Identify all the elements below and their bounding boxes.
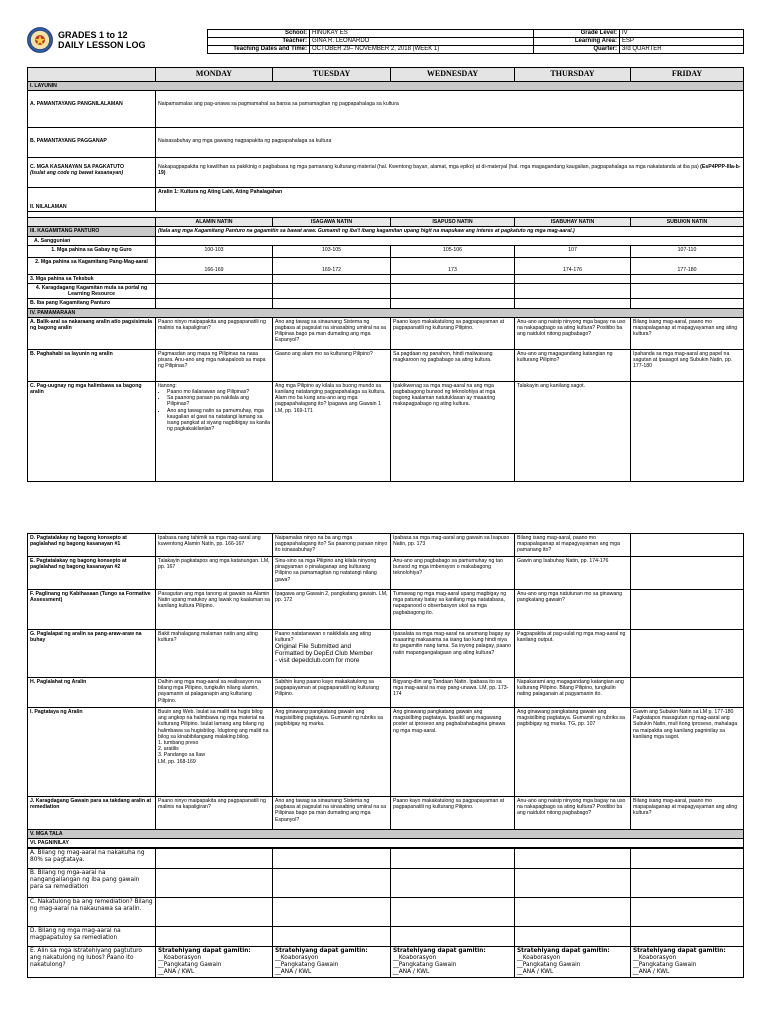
learning-area-value: ESP [620, 38, 744, 46]
karagdagang-gawain-monday: Paano ninyo maipapakita ang pagpapanatili ng malinis na kapaligiran? [156, 797, 273, 830]
row-label-teksbuk: 3. Mga pahina sa Teksbuk [28, 274, 156, 283]
pagtataya-monday-text: Buuin ang Web. Isulat sa maliit na hugis bilog ang angkop na halimbawa ng mga material na kulturang Pilipino. Isulat lamang ang bilang ng halimbawa sa hugisbilog. Idugtong ang maliit na bilog sa kinabibilangang malaking bilog. [158, 709, 269, 740]
balik-aral-monday: Paano ninyo maipapakita ang pagpapanatili ng malinis na kapaligiran? [156, 317, 273, 349]
pagtataya-monday-ref: LM, pp. 168-169 [158, 758, 196, 765]
strategy-option: __ANA / KWL [633, 969, 670, 976]
pagninilay-e-label: E. Alin sa mga istratehiyang pagtuturo ang nakatulong ng lubos? Paano ito nakatulong? [28, 947, 156, 978]
pagtataya-item-1: 1. tumbang preso [158, 740, 199, 747]
strategy-option: __Pangkatang Gawain [517, 962, 581, 969]
kasanayan-text [156, 158, 744, 188]
strategy-cell-monday [156, 947, 273, 978]
kabihasaan-wednesday: Tumawag ng mga mag-aaral upang magbigay ng mga patunay batay sa kanilang mga natatabasa, napapanood o obserbasyon ukol sa mga pagbabagong ito. [391, 590, 515, 630]
subtitle-isabuhay: ISABUHAY NATIN [515, 218, 631, 227]
strategy-option: __Koaborasyon [517, 955, 561, 962]
mag-aaral-wednesday: 173 [391, 257, 515, 274]
pagtataya-wednesday: Ang ginawang pangkatang gawain ang magsisilbing pagtataya. Ipasikil ang magawang poster at iproseso ang pagbabahabagina ginawa ng mga mag-aaral. [391, 708, 515, 797]
pagninilay-a-label: A. Bilang ng mag-aaral na nakakuha ng 80% sa pagtataya. [28, 849, 156, 869]
row-label-pamantayang-pagganap: B. PAMANTAYANG PAGGANAP [28, 128, 156, 158]
day-header-thursday: THURSDAY [515, 68, 631, 82]
pag-uugnay-monday [156, 381, 273, 481]
paghahabi-friday: Ipahanda sa mga mag-aaral ang papel na sagutan at ipasagot ang Subukin Natin, pp. 177-180 [631, 349, 744, 381]
kasanayan-code: (EsP4PPP-IIIa-b-19) [158, 164, 741, 177]
pagtataya-monday [156, 708, 273, 797]
paglalapat-friday [631, 630, 744, 678]
stamp-line-2: Formatted by DepEd Club Member [275, 650, 373, 658]
pagtataya-tuesday: Ang ginawang pangkatang gawain ang magsisilbing pagtataya. Gumamit ng rubriks sa pagbibigay ng marka. [273, 708, 391, 797]
paghahabi-monday: Pagmasdan ang mapa ng Pilipinas na nasa pisara. Anu-ano ang mga nakapaloob sa mapa ng Pilipinas? [156, 349, 273, 381]
row-label-gabay-guro: 1. Mga pahina sa Gabay ng Guro [28, 245, 156, 257]
mag-aaral-tuesday: 169-172 [273, 257, 391, 274]
pagtataya-item-3: 3. Pandango sa Ilaw [158, 752, 206, 759]
stamp-line-1: Original File Submitted and [275, 643, 351, 651]
paghahabi-thursday: Anu-ano ang magagandang katangian ng kulturang Pilipino? [515, 349, 631, 381]
document-title [58, 30, 146, 50]
day-header-tuesday: TUESDAY [273, 68, 391, 82]
row-label-pagtalakay-2: E. Pagtatalakay ng bagong konsepto at paglalahad ng bagong kasanayan #2 [28, 557, 156, 590]
paghahabi-tuesday: Gaano ang alam mo sa kulturang Pilipino? [273, 349, 391, 381]
pag-uugnay-wednesday: Ipakikwenag sa mga mag-aaral na ang mga pagbabagong bunsod ng teknolohiya at mga bagong kaalaman natutuklasan ay maaaring makapagpabago ng ating kultura. [391, 381, 515, 481]
lesson-log-page-1 [27, 67, 743, 482]
karagdagang-gawain-friday: Bilang isang mag-aaral, paano mo mapapalaganap at mapagyayaman ang ating kultura? [631, 797, 744, 830]
aralin-title: Aralin 1: Kultura ng Ating Lahi, Ating Pahalagahan [156, 188, 744, 212]
paglalapat-wednesday: Ipasalata sa mga mag-aaral na anumang bagay ay maaaring makasama sa isang tao kung hindi niya ito gagamitin nang tama. Sa inyong palagay, paano natin mapangangalagaan ang ating kultura? [391, 630, 515, 678]
balik-aral-thursday: Anu-ano ang naisip ninyong mga bagay na uso na nakapagbago sa ating kultura? Positibo ba ang naidulot nitong pagbabago? [515, 317, 631, 349]
row-label-paglalahat: H. Paglalahat ng Aralin [28, 678, 156, 708]
school-label: School: [208, 30, 310, 38]
row-label-paghahabi: B. Paghahabi sa layunin ng aralin [28, 349, 156, 381]
balik-aral-tuesday: Ano ang tawag sa sinaunang Sistema ng pagbasa at pagsulat na sinasabing umiiral na sa Pilipinas bago pa man dumating ang mga Espanyol? [273, 317, 391, 349]
sanggunian-cell [156, 236, 744, 245]
row-label-pagtalakay-1: D. Pagtatalakay ng bagong konsepto at paglalahad ng bagong kasanayan #1 [28, 534, 156, 557]
pag-uugnay-intro: Itanong: [158, 382, 177, 389]
lesson-log-page-2 [27, 533, 743, 978]
section-mga-tala: V. MGA TALA [28, 830, 744, 839]
school-value: HINUKAY ES [310, 30, 534, 38]
pagtalakay-1-wednesday: Ipabasa sa mga mag-aaral ang gawain sa Isapuso Natin, pp. 173 [391, 534, 515, 557]
paglalapat-thursday: Pagpapakita at pag-uulat ng mga mag-aaral ng kanilang output. [515, 630, 631, 678]
strategy-option: __ANA / KWL [158, 969, 195, 976]
strategy-cell-tuesday [273, 947, 391, 978]
pagninilay-d-label: D. Bilang ng mga mag-aaral na magpapatuloy sa remediation [28, 927, 156, 947]
row-label-balik-aral: A. Balik-aral sa nakaraang aralin at/o pagsisimula ng bagong aralin [28, 317, 156, 349]
paglalahat-friday [631, 678, 744, 708]
corner-cell [28, 68, 156, 82]
list-item: • Paano mo ilalarawan ang Pilipinas? [167, 389, 270, 395]
pag-uugnay-friday [631, 381, 744, 481]
strategy-cell-thursday [515, 947, 631, 978]
gabay-guro-wednesday: 105-106 [391, 245, 515, 257]
mag-aaral-monday: 166-169 [156, 257, 273, 274]
strategy-title: Stratehiyang dapat gamitin: [158, 948, 251, 955]
gabay-guro-thursday: 107 [515, 245, 631, 257]
row-label-iba-pang-kagamitan: B. Iba pang Kagamitang Panturo [28, 299, 156, 308]
pagtalakay-2-friday [631, 557, 744, 590]
day-header-friday: FRIDAY [631, 68, 744, 82]
pagtalakay-1-tuesday: Naipamalas ninyo na ba ang mga pagpapahalagang ito? Sa paanong paraan ninyo ito isinasabuhay? [273, 534, 391, 557]
karagdagang-gawain-tuesday: Ano ang tawag sa sinaunang Sistema ng pagbasa at pagsulat na sinasabing umiiral na sa Pilipinas bago pa man dumating ang mga Espanyol? [273, 797, 391, 830]
strategy-title: Stratehiyang dapat gamitin: [633, 948, 726, 955]
pag-uugnay-thursday: Talakayin ang kanilang sagot. [515, 381, 631, 481]
grade-level-value: IV [620, 30, 744, 38]
karagdagang-gawain-wednesday: Paano kayo makakatulong sa pagpapayaman at pagpapanatili ng kulturang Pilipino. [391, 797, 515, 830]
section-pamamaraan: IV. PAMAMARAAN [28, 308, 744, 317]
pagtataya-thursday: Ang ginawang pangkatang gawain ang magsisilbing pagtataya. Gumamit ng rubriks sa pagbibigay ng marka. TG, pp. 107 [515, 708, 631, 797]
pagtataya-friday: Gawin ang Subukin Natin sa LM p. 177-180 Pagkatapos masagutan ng mag-aaral ang Subukin Natin, muli itong iproseso, mahalaga na maipakita ang kanilang pagninilay sa kanilang mga sagot. [631, 708, 744, 797]
strategy-option: __Pangkatang Gawain [158, 962, 222, 969]
kasanayan-sublabel: (Isulat ang code ng bawat kasanayan) [30, 170, 124, 177]
section-nilalaman: II. NILALAMAN [28, 188, 156, 212]
strategy-title: Stratehiyang dapat gamitin: [393, 948, 486, 955]
mag-aaral-thursday: 174-176 [515, 257, 631, 274]
strategy-option: __Koaborasyon [633, 955, 677, 962]
row-label-pagtataya: I. Pagtataya ng Aralin [28, 708, 156, 797]
pag-uugnay-tuesday: Ang mga Pilipino ay kilala sa buong mundo sa kanilang natatanging pagpapahalaga sa kultura. Alam mo ba kung anu-ano ang mga pagpapahalagang ito? Ipagawa ang Gawain 1 LM, pp. 169-171 [273, 381, 391, 481]
gabay-guro-tuesday: 103-105 [273, 245, 391, 257]
row-label-kagamitang-mag-aaral: 2. Mga pahina sa Kagamitang Pang-Mag-aaral [28, 257, 156, 274]
title-line-2: DAILY LESSON LOG [58, 40, 146, 50]
strategy-option: __Koaborasyon [275, 955, 319, 962]
section-layunin: I. LAYUNIN [28, 82, 744, 91]
karagdagang-gawain-thursday: Anu-ano ang naisip ninyong mga bagay na uso na nakapagbago sa ating kultura? Positibo ba ang naidulot nitong pagbabago? [515, 797, 631, 830]
paglalahat-monday: Dalhin ang mga mag-aaral sa realisasyon na bilang mga Pilipino, tungkulin nilang alamin, payamanin at palaganapin ang kulturang Pilipino. [156, 678, 273, 708]
pagtalakay-2-tuesday: Sinu-sino sa mga Pilipino ang kilala ninyong pinagyaman o pinalaganap ang kulturang Pilipino sa pamamagitan ng natatangi nilang gawa? [273, 557, 391, 590]
section-kagamitan: III. KAGAMITANG PANTURO [28, 227, 156, 236]
paglalapat-monday: Bakit mahalagang malaman natin ang ating kultura? [156, 630, 273, 678]
paglalahat-tuesday: Sabihin kung paano kayo makakatulong sa pagpapayaman at pagpapanatili ng kulturang Pilipino. [273, 678, 391, 708]
subtitle-blank [28, 218, 156, 227]
row-label-pamantayang-pangnilalaman: A. PAMANTAYANG PANGNILALAMAN [28, 91, 156, 128]
pagninilay-b-label: B. Bilang ng mga-aaral na nangangailangan ng iba pang gawain para sa remediation [28, 869, 156, 898]
grade-level-label: Grade Level: [534, 30, 620, 38]
pagtataya-item-2: 2. aratilis [158, 746, 179, 753]
pagtalakay-2-monday: Talakayin pagkatapos ang mga katanungan. LM, pp. 167 [156, 557, 273, 590]
row-label-kabihasaan: F. Paglinang ng Kabihasaan (Tungo sa Formative Assessment) [28, 590, 156, 630]
subtitle-subukin: SUBUKIN NATIN [631, 218, 744, 227]
strategy-option: __Pangkatang Gawain [393, 962, 457, 969]
pagtalakay-1-monday: Ipabasa nang tahimik sa mga mag-aaral ang kuwentong Alamin Natin, pp. 166-167 [156, 534, 273, 557]
strategy-option: __Pangkatang Gawain [633, 962, 697, 969]
pagtalakay-2-thursday: Gawin ang Isabuhay Natin, pp. 174-176 [515, 557, 631, 590]
paglalapat-tuesday [273, 630, 391, 678]
pagtalakay-1-thursday: Bilang isang mag-aaral, paano mo mapapalaganap at mapagyayaman ang mga pamanang ito? [515, 534, 631, 557]
paglalapat-tuesday-text: Paano natatanawan o nakikilala ang ating kultura? [275, 631, 372, 644]
learning-area-label: Learning Area: [534, 38, 620, 46]
teacher-value: GINA R. LEONARDO [310, 38, 534, 46]
day-header-monday: MONDAY [156, 68, 273, 82]
balik-aral-friday: Bilang isang mag-aaral, paano mo mapapalaganap at mapagyayaman ang ating kultura? [631, 317, 744, 349]
pagninilay-c-label: C. Nakatulong ba ang remediation? Bilang ng mag-aaral na nakaunawa sa aralin. [28, 898, 156, 927]
balik-aral-wednesday: Paano kayo makakatulong sa pagpapayaman at pagpapanatili ng kulturang Pilipino. [391, 317, 515, 349]
section-pagninilay: VI. PAGNINILAY [28, 839, 744, 848]
list-item: • Sa paanong paraan pa nakilala ang Pilipinas? [167, 395, 270, 407]
strategy-option: __Koaborasyon [393, 955, 437, 962]
header-info [207, 29, 743, 54]
strategy-cell-friday [631, 947, 744, 978]
strategy-option: __ANA / KWL [393, 969, 430, 976]
gabay-guro-friday: 107-110 [631, 245, 744, 257]
gabay-guro-monday: 100-103 [156, 245, 273, 257]
dates-label: Teaching Dates and Time: [208, 46, 310, 54]
subtitle-isagawa: ISAGAWA NATIN [273, 218, 391, 227]
teacher-label: Teacher: [208, 38, 310, 46]
strategy-option: __ANA / KWL [275, 969, 312, 976]
strategy-title: Stratehiyang dapat gamitin: [275, 948, 368, 955]
list-item: • Ano ang tawag natin sa pamumuhay, mga kaugalian at gawi na natatangi lamang sa isang pangkat at siyang nagbibigay sa kanila ng pagkakakilanlan? [167, 408, 270, 433]
kasanayan-label: C. MGA KASANAYAN SA PAGKATUTO [30, 164, 125, 171]
paghahabi-wednesday: Sa pagdaan ng panahon, hindi maiiwasang magkaroon ng pagbabago sa ating kultura. [391, 349, 515, 381]
strategy-option: __Koaborasyon [158, 955, 202, 962]
kabihasaan-monday: Pasagutan ang mga tanong at gawain sa Alamin Natin upang matukoy ang lawak ng kaalaman sa kanilang kultura Pilipino. [156, 590, 273, 630]
strategy-option: __ANA / KWL [517, 969, 554, 976]
kagamitan-note: (Itala ang mga Kagamitang Panturo na gagamitin sa bawat araw. Gumamit ng iba't ibang kagamitan upang higit na mapukaw ang interes at pagkatuto ng mga mag-aaral.) [156, 227, 744, 236]
kasanayan-description: Nakapagpapakita ng kawilihan sa pakikinig o pagbabasa ng mga pamanang kulturang material (hal. Kwentong bayan, alamat, mga epiko) at di-materyal (hal. mga magagandang kaugalian, pagpapahalaga sa mga nakatatanda at iba pa) [158, 164, 699, 171]
strategy-cell-wednesday [391, 947, 515, 978]
quarter-label: Quarter: [534, 46, 620, 54]
row-label-kasanayan [28, 158, 156, 188]
subtitle-alamin: ALAMIN NATIN [156, 218, 273, 227]
row-label-karagdagang-gawain: J. Karagdagang Gawain para sa takdang aralin at remediation [28, 797, 156, 830]
paglalahat-wednesday: Bigyang-diin ang Tandaan Natin. Ipabasa ito sa mga mag-aaral na may pang-unawa. LM, pp. 173-174 [391, 678, 515, 708]
pagtalakay-2-wednesday: Anu-ano ang pagbabago sa pamumuhay ng tao bunsod ng mga imbensyon o makabagong teknolohiya? [391, 557, 515, 590]
kabihasaan-tuesday: Ipagawa ang Gawain 2, pangkatang gawain. LM, pp. 172 [273, 590, 391, 630]
dates-value: OCTOBER 29– NOVEMBER 2, 2018 (WEEK 1) [310, 46, 534, 54]
pagtalakay-1-friday [631, 534, 744, 557]
quarter-value: 3rd QUARTER [620, 46, 744, 54]
depedclub-stamp [275, 643, 388, 664]
row-label-pag-uugnay: C. Pag-uugnay ng mga halimbawa sa bagong aralin [28, 381, 156, 481]
strategy-title: Stratehiyang dapat gamitin: [517, 948, 610, 955]
day-header-wednesday: WEDNESDAY [391, 68, 515, 82]
pag-uugnay-question-list [167, 389, 270, 432]
kabihasaan-thursday: Anu-ano ang mga natutunan mo sa ginawang pangkatang gawain? [515, 590, 631, 630]
deped-seal-logo [27, 27, 53, 53]
kabihasaan-friday [631, 590, 744, 630]
pamantayang-pagganap-text: Naisasabuhay ang mga gawaing nagpapakita ng pagpapahalaga sa kultura [156, 128, 744, 158]
paglalahat-thursday: Napakarami ang magagandang katangian ang kulturang Pilipino. Bilang Pilipino, tungkulin nating palaganain at pagyamanin ito. [515, 678, 631, 708]
pamantayang-pangnilalaman-text: Naipamamalas ang pag-unawa sa pagmamahal sa bansa sa pamamagitan ng pagpapahalaga sa kultura [156, 91, 744, 128]
row-label-sanggunian: A. Sanggunian [28, 236, 156, 245]
subtitle-isapuso: ISAPUSO NATIN [391, 218, 515, 227]
title-line-1: GRADES 1 to 12 [58, 30, 128, 40]
row-label-paglalapat: G. Paglalapat ng aralin sa pang-araw-araw na buhay [28, 630, 156, 678]
strategy-option: __Pangkatang Gawain [275, 962, 339, 969]
stamp-line-3: - visit depedclub.com for more [275, 657, 360, 665]
mag-aaral-friday: 177-180 [631, 257, 744, 274]
row-label-karagdagang-kagamitan: 4. Karagdagang Kagamitan mula sa portal ng Learning Resource [28, 284, 156, 299]
